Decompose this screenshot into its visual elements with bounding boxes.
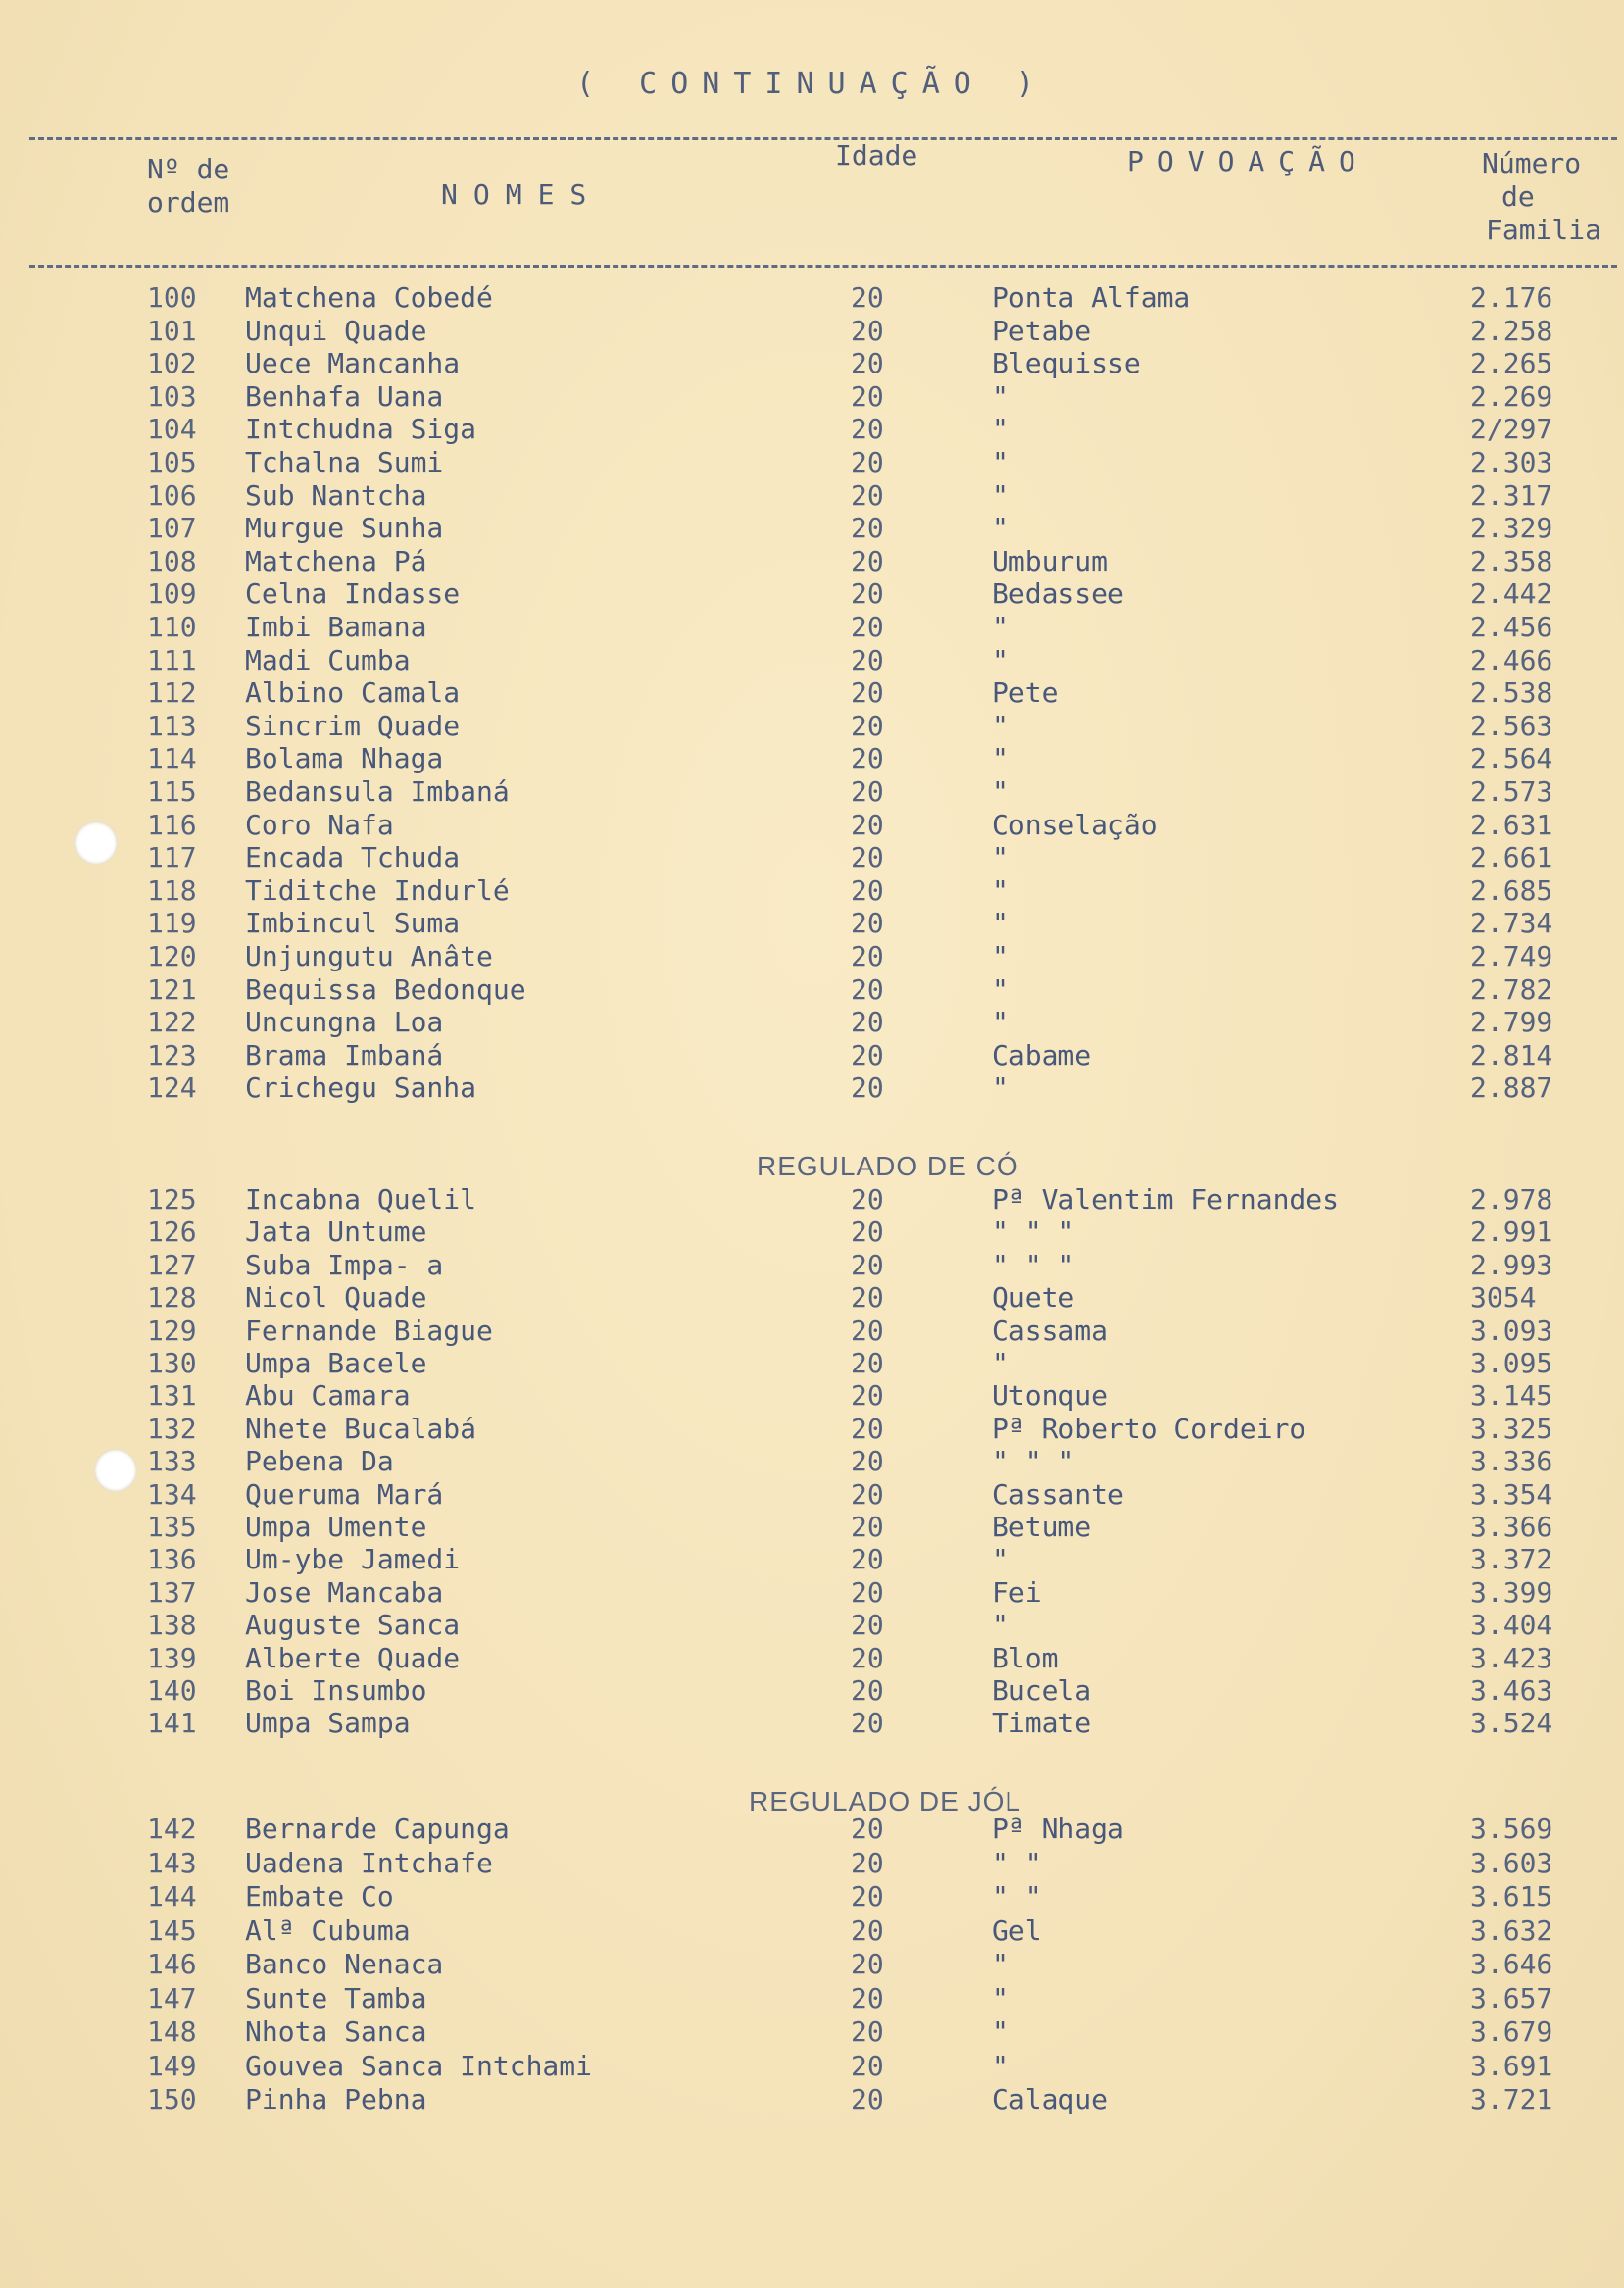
row-pov: " — [992, 1981, 1009, 2014]
row-pov: " — [992, 940, 1009, 972]
row-pov: " — [992, 512, 1009, 545]
row-fam: 2.661 — [1470, 841, 1553, 874]
row-age: 20 — [851, 972, 884, 1006]
row-name: Alª Cubuma — [245, 1914, 411, 1947]
row-name: Sincrim Quade — [245, 709, 461, 742]
row-no: 127 — [147, 1248, 197, 1281]
row-name: Bedansula Imbaná — [245, 775, 510, 808]
row-fam: 2.993 — [1470, 1248, 1553, 1281]
row-fam: 2.442 — [1470, 577, 1553, 611]
row-age: 20 — [851, 1038, 884, 1071]
row-name: Uncungna Loa — [245, 1006, 444, 1039]
header-numero-line1: Número — [1482, 147, 1582, 179]
row-no: 131 — [147, 1379, 197, 1413]
row-no: 111 — [147, 643, 197, 676]
row-fam: 2.978 — [1470, 1183, 1553, 1216]
row-name: Uece Mancanha — [245, 347, 461, 380]
row-fam: 2.329 — [1470, 512, 1553, 545]
row-no: 101 — [147, 314, 197, 347]
row-pov: Blom — [992, 1641, 1058, 1674]
row-age: 20 — [851, 709, 884, 742]
page-title: ( CONTINUAÇÃO ) — [576, 67, 1048, 101]
row-fam: 2.303 — [1470, 446, 1553, 478]
row-no: 110 — [147, 611, 197, 643]
row-pov: " " — [992, 1846, 1042, 1879]
row-no: 128 — [147, 1281, 197, 1315]
row-name: Madi Cumba — [245, 643, 411, 676]
row-fam: 2.887 — [1470, 1071, 1553, 1105]
row-fam: 2.573 — [1470, 775, 1553, 808]
row-no: 115 — [147, 775, 197, 808]
header-nomes: NOMES — [441, 178, 603, 211]
row-age: 20 — [851, 544, 884, 577]
row-fam: 2.631 — [1470, 808, 1553, 841]
row-age: 20 — [851, 379, 884, 413]
row-age: 20 — [851, 314, 884, 347]
row-fam: 3.463 — [1470, 1674, 1553, 1707]
row-no: 119 — [147, 907, 197, 940]
row-pov: Gel — [992, 1914, 1042, 1947]
row-pov: " — [992, 841, 1009, 874]
section-regulado-co: REGULADO DE CÓ — [757, 1151, 1019, 1181]
row-no: 121 — [147, 972, 197, 1006]
row-fam: 2.176 — [1470, 281, 1553, 314]
row-name: Murgue Sunha — [245, 512, 444, 545]
row-fam: 3.721 — [1470, 2083, 1553, 2115]
row-name: Pebena Da — [245, 1445, 394, 1478]
row-name: Embate Co — [245, 1880, 394, 1913]
row-no: 149 — [147, 2049, 197, 2082]
row-age: 20 — [851, 1948, 884, 1980]
row-fam: 3.603 — [1470, 1846, 1553, 1879]
row-age: 20 — [851, 1575, 884, 1609]
row-name: Bequissa Bedonque — [245, 972, 526, 1006]
row-age: 20 — [851, 940, 884, 972]
row-pov: Cassama — [992, 1314, 1108, 1347]
row-no: 108 — [147, 544, 197, 577]
row-no: 116 — [147, 808, 197, 841]
row-no: 124 — [147, 1071, 197, 1105]
row-name: Tchalna Sumi — [245, 446, 444, 478]
row-no: 135 — [147, 1511, 197, 1543]
row-age: 20 — [851, 1641, 884, 1674]
row-name: Albino Camala — [245, 676, 461, 710]
row-fam: 2.358 — [1470, 544, 1553, 577]
row-pov: Bucela — [992, 1674, 1092, 1707]
row-fam: 3.646 — [1470, 1948, 1553, 1980]
header-numero-line3: Familia — [1486, 214, 1602, 246]
row-pov: " — [992, 1347, 1009, 1379]
row-name: Tiditche Indurlé — [245, 873, 510, 907]
row-pov: " — [992, 2015, 1009, 2048]
row-age: 20 — [851, 1071, 884, 1105]
row-age: 20 — [851, 347, 884, 380]
header-top-rule — [29, 137, 1617, 140]
row-fam: 3.679 — [1470, 2015, 1553, 2048]
row-age: 20 — [851, 1216, 884, 1249]
row-no: 107 — [147, 512, 197, 545]
row-no: 118 — [147, 873, 197, 907]
row-no: 148 — [147, 2015, 197, 2048]
row-fam: 3.423 — [1470, 1641, 1553, 1674]
row-name: Fernande Biague — [245, 1314, 493, 1347]
row-no: 129 — [147, 1314, 197, 1347]
row-age: 20 — [851, 1314, 884, 1347]
row-age: 20 — [851, 1248, 884, 1281]
row-name: Imbi Bamana — [245, 611, 427, 643]
row-name: Nhete Bucalabá — [245, 1412, 477, 1445]
row-pov: Ponta Alfama — [992, 281, 1191, 314]
row-no: 138 — [147, 1609, 197, 1642]
row-fam: 2.456 — [1470, 611, 1553, 643]
row-pov: " — [992, 972, 1009, 1006]
row-name: Um-ybe Jamedi — [245, 1543, 461, 1576]
row-pov: " — [992, 2049, 1009, 2082]
row-name: Jose Mancaba — [245, 1575, 444, 1609]
punch-hole-top — [74, 821, 118, 865]
row-no: 102 — [147, 347, 197, 380]
header-numero-line2: de — [1501, 180, 1535, 213]
row-name: Matchena Pá — [245, 544, 427, 577]
row-name: Celna Indasse — [245, 577, 461, 611]
row-pov: " — [992, 1543, 1009, 1576]
row-fam: 3.372 — [1470, 1543, 1553, 1576]
row-pov: " " " — [992, 1216, 1075, 1249]
row-no: 104 — [147, 413, 197, 446]
row-age: 20 — [851, 742, 884, 775]
row-name: Gouvea Sanca Intchami — [245, 2049, 593, 2082]
row-no: 120 — [147, 940, 197, 972]
row-no: 105 — [147, 446, 197, 478]
row-fam: 3.657 — [1470, 1981, 1553, 2014]
row-age: 20 — [851, 1445, 884, 1478]
row-no: 140 — [147, 1674, 197, 1707]
row-age: 20 — [851, 808, 884, 841]
row-age: 20 — [851, 413, 884, 446]
row-fam: 2.991 — [1470, 1216, 1553, 1249]
row-name: Queruma Mará — [245, 1477, 444, 1511]
row-fam: 3.095 — [1470, 1347, 1553, 1379]
row-no: 125 — [147, 1183, 197, 1216]
row-fam: 3.145 — [1470, 1379, 1553, 1413]
row-pov: Blequisse — [992, 347, 1141, 380]
row-no: 126 — [147, 1216, 197, 1249]
row-no: 139 — [147, 1641, 197, 1674]
row-no: 144 — [147, 1880, 197, 1913]
row-name: Pinha Pebna — [245, 2083, 427, 2115]
row-no: 114 — [147, 742, 197, 775]
row-age: 20 — [851, 1347, 884, 1379]
row-fam: 2.538 — [1470, 676, 1553, 710]
row-fam: 2.782 — [1470, 972, 1553, 1006]
row-fam: 2.799 — [1470, 1006, 1553, 1039]
row-no: 132 — [147, 1412, 197, 1445]
row-age: 20 — [851, 446, 884, 478]
row-no: 109 — [147, 577, 197, 611]
header-idade: Idade — [835, 139, 918, 172]
row-name: Banco Nenaca — [245, 1948, 444, 1980]
row-fam: 2.269 — [1470, 379, 1553, 413]
row-name: Umpa Umente — [245, 1511, 427, 1543]
row-pov: " — [992, 643, 1009, 676]
row-fam: 3054 — [1470, 1281, 1537, 1315]
row-no: 106 — [147, 478, 197, 512]
row-age: 20 — [851, 2049, 884, 2082]
row-pov: " " — [992, 1880, 1042, 1913]
row-age: 20 — [851, 1981, 884, 2014]
row-fam: 3.336 — [1470, 1445, 1553, 1478]
row-name: Nhota Sanca — [245, 2015, 427, 2048]
row-name: Matchena Cobedé — [245, 281, 493, 314]
row-no: 145 — [147, 1914, 197, 1947]
row-name: Unjungutu Anâte — [245, 940, 493, 972]
row-pov: " " " — [992, 1445, 1075, 1478]
row-fam: 2.685 — [1470, 873, 1553, 907]
row-fam: 3.366 — [1470, 1511, 1553, 1543]
row-name: Imbincul Suma — [245, 907, 461, 940]
row-name: Intchudna Siga — [245, 413, 477, 446]
row-age: 20 — [851, 1511, 884, 1543]
section-regulado-jol: REGULADO DE JÓL — [749, 1786, 1021, 1816]
row-no: 141 — [147, 1707, 197, 1740]
punch-hole-bottom — [94, 1449, 137, 1492]
row-name: Bolama Nhaga — [245, 742, 444, 775]
row-age: 20 — [851, 1477, 884, 1511]
row-fam: 2.317 — [1470, 478, 1553, 512]
row-age: 20 — [851, 1880, 884, 1913]
row-name: Jata Untume — [245, 1216, 427, 1249]
row-no: 122 — [147, 1006, 197, 1039]
header-povoacao: POVOAÇÃO — [1127, 145, 1369, 177]
row-no: 123 — [147, 1038, 197, 1071]
row-fam: 2.258 — [1470, 314, 1553, 347]
row-age: 20 — [851, 1412, 884, 1445]
row-fam: 3.691 — [1470, 2049, 1553, 2082]
row-age: 20 — [851, 2015, 884, 2048]
row-age: 20 — [851, 1379, 884, 1413]
row-age: 20 — [851, 281, 884, 314]
row-age: 20 — [851, 1543, 884, 1576]
row-name: Unqui Quade — [245, 314, 427, 347]
row-age: 20 — [851, 611, 884, 643]
row-pov: " — [992, 1609, 1009, 1642]
row-name: Auguste Sanca — [245, 1609, 461, 1642]
row-name: Boi Insumbo — [245, 1674, 427, 1707]
row-name: Bernarde Capunga — [245, 1813, 510, 1845]
row-fam: 2.814 — [1470, 1038, 1553, 1071]
row-pov: Cabame — [992, 1038, 1092, 1071]
row-pov: " — [992, 742, 1009, 775]
row-pov: " — [992, 1948, 1009, 1980]
row-age: 20 — [851, 676, 884, 710]
row-pov: Pª Valentim Fernandes — [992, 1183, 1340, 1216]
row-no: 103 — [147, 379, 197, 413]
row-fam: 2.564 — [1470, 742, 1553, 775]
row-no: 100 — [147, 281, 197, 314]
row-name: Sunte Tamba — [245, 1981, 427, 2014]
row-name: Nicol Quade — [245, 1281, 427, 1315]
row-name: Umpa Bacele — [245, 1347, 427, 1379]
row-age: 20 — [851, 1183, 884, 1216]
row-name: Brama Imbaná — [245, 1038, 444, 1071]
row-age: 20 — [851, 1914, 884, 1947]
row-name: Abu Camara — [245, 1379, 411, 1413]
row-pov: " — [992, 873, 1009, 907]
row-pov: Pª Roberto Cordeiro — [992, 1412, 1306, 1445]
row-name: Sub Nantcha — [245, 478, 427, 512]
row-age: 20 — [851, 643, 884, 676]
row-age: 20 — [851, 1846, 884, 1879]
row-fam: 3.404 — [1470, 1609, 1553, 1642]
row-no: 113 — [147, 709, 197, 742]
row-fam: 3.093 — [1470, 1314, 1553, 1347]
row-pov: Utonque — [992, 1379, 1108, 1413]
row-pov: Quete — [992, 1281, 1075, 1315]
row-pov: " — [992, 709, 1009, 742]
row-no: 117 — [147, 841, 197, 874]
row-pov: Cassante — [992, 1477, 1124, 1511]
row-no: 112 — [147, 676, 197, 710]
row-age: 20 — [851, 873, 884, 907]
row-pov: Umburum — [992, 544, 1108, 577]
row-name: Encada Tchuda — [245, 841, 461, 874]
row-pov: Petabe — [992, 314, 1092, 347]
row-pov: Calaque — [992, 2083, 1108, 2115]
row-age: 20 — [851, 1006, 884, 1039]
row-name: Suba Impa- a — [245, 1248, 444, 1281]
row-fam: 3.325 — [1470, 1412, 1553, 1445]
row-no: 136 — [147, 1543, 197, 1576]
header-no-ordem-line2: ordem — [147, 186, 230, 219]
row-age: 20 — [851, 1674, 884, 1707]
row-pov: " — [992, 413, 1009, 446]
row-name: Incabna Quelil — [245, 1183, 477, 1216]
row-age: 20 — [851, 512, 884, 545]
header-bottom-rule — [29, 265, 1617, 268]
row-no: 150 — [147, 2083, 197, 2115]
row-pov: " — [992, 379, 1009, 413]
row-pov: Bedassee — [992, 577, 1124, 611]
row-age: 20 — [851, 907, 884, 940]
row-age: 20 — [851, 775, 884, 808]
row-name: Uadena Intchafe — [245, 1846, 493, 1879]
row-age: 20 — [851, 2083, 884, 2115]
row-name: Alberte Quade — [245, 1641, 461, 1674]
row-no: 134 — [147, 1477, 197, 1511]
row-pov: " — [992, 775, 1009, 808]
row-fam: 3.399 — [1470, 1575, 1553, 1609]
row-age: 20 — [851, 1707, 884, 1740]
row-age: 20 — [851, 1813, 884, 1845]
row-age: 20 — [851, 841, 884, 874]
row-no: 137 — [147, 1575, 197, 1609]
row-pov: " — [992, 907, 1009, 940]
row-age: 20 — [851, 1281, 884, 1315]
row-age: 20 — [851, 577, 884, 611]
row-no: 130 — [147, 1347, 197, 1379]
row-pov: " — [992, 1006, 1009, 1039]
row-fam: 2.734 — [1470, 907, 1553, 940]
row-fam: 3.524 — [1470, 1707, 1553, 1740]
row-no: 133 — [147, 1445, 197, 1478]
row-fam: 2.749 — [1470, 940, 1553, 972]
header-no-ordem-line1: Nº de — [147, 153, 230, 185]
row-fam: 3.632 — [1470, 1914, 1553, 1947]
row-name: Coro Nafa — [245, 808, 394, 841]
row-fam: 2.265 — [1470, 347, 1553, 380]
row-pov: Conselação — [992, 808, 1157, 841]
row-age: 20 — [851, 478, 884, 512]
row-name: Benhafa Uana — [245, 379, 444, 413]
row-pov: " " " — [992, 1248, 1075, 1281]
row-no: 142 — [147, 1813, 197, 1845]
row-fam: 3.615 — [1470, 1880, 1553, 1913]
row-fam: 2/297 — [1470, 413, 1553, 446]
row-fam: 2.563 — [1470, 709, 1553, 742]
row-pov: " — [992, 1071, 1009, 1105]
row-no: 147 — [147, 1981, 197, 2014]
row-name: Umpa Sampa — [245, 1707, 411, 1740]
row-pov: Fei — [992, 1575, 1042, 1609]
row-pov: Timate — [992, 1707, 1092, 1740]
row-no: 146 — [147, 1948, 197, 1980]
row-pov: Betume — [992, 1511, 1092, 1543]
row-pov: " — [992, 446, 1009, 478]
row-no: 143 — [147, 1846, 197, 1879]
row-name: Crichegu Sanha — [245, 1071, 477, 1105]
row-pov: " — [992, 611, 1009, 643]
row-fam: 3.569 — [1470, 1813, 1553, 1845]
row-pov: Pete — [992, 676, 1058, 710]
row-pov: Pª Nhaga — [992, 1813, 1124, 1845]
row-age: 20 — [851, 1609, 884, 1642]
row-pov: " — [992, 478, 1009, 512]
row-fam: 3.354 — [1470, 1477, 1553, 1511]
row-fam: 2.466 — [1470, 643, 1553, 676]
